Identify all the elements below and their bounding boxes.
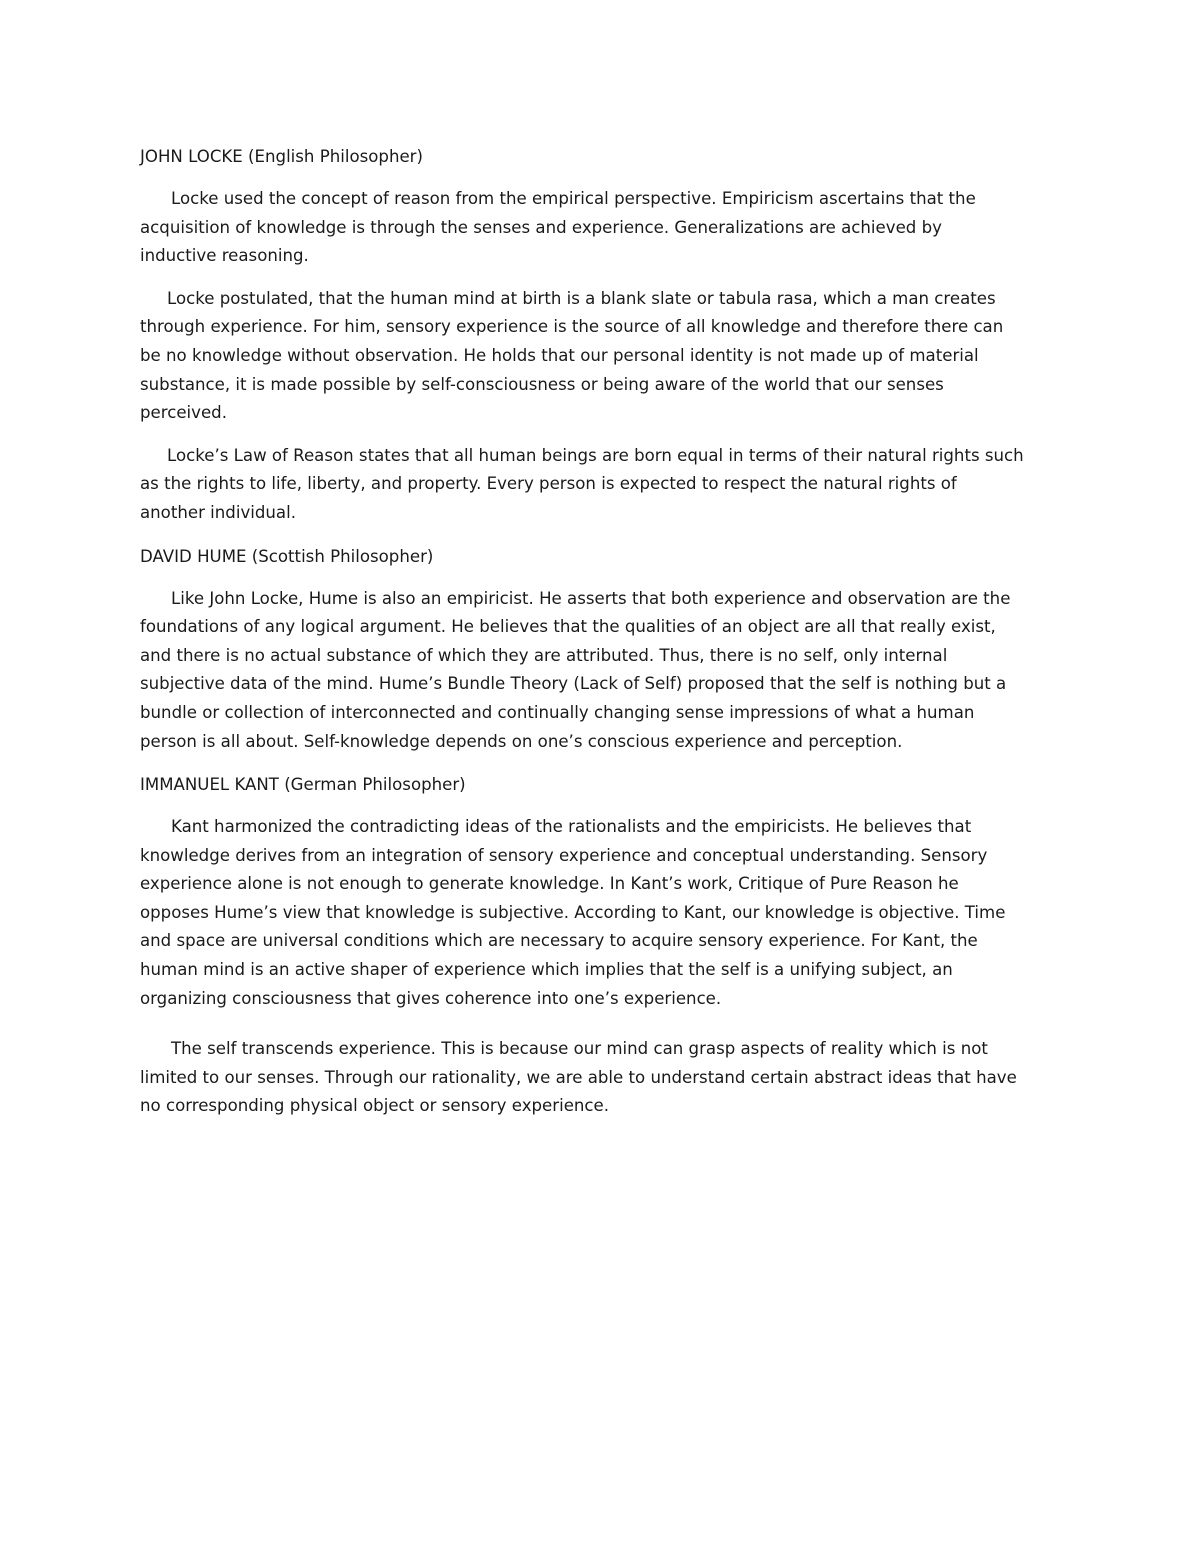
text-line: be no knowledge without observation. He holds that our personal identity is not made up of material [140,345,979,365]
text-line: another individual. [140,502,296,522]
paragraph [140,442,1065,528]
text-line: acquisition of knowledge is through the senses and experience. Generalizations are achieved by [140,217,942,237]
text-line: foundations of any logical argument. He believes that the qualities of an object are all that really exist, [140,617,996,637]
paragraph [140,285,1065,428]
section-immanuel-kant [140,770,1065,1121]
text-line: human mind is an active shaper of experience which implies that the self is a unifying subject, an [140,960,953,980]
section-heading: IMMANUEL KANT (German Philosopher) [140,775,466,795]
text-line: experience alone is not enough to generate knowledge. In Kant’s work, Critique of Pure Reason he [140,874,959,894]
paragraph [140,585,1065,757]
text-line: as the rights to life, liberty, and property. Every person is expected to respect the natural rights of [140,474,957,494]
text-line: Locke used the concept of reason from the empirical perspective. Empiricism ascertains that the [171,189,976,208]
section-heading: DAVID HUME (Scottish Philosopher) [140,546,434,566]
text-line: inductive reasoning. [140,246,309,266]
text-line: Kant harmonized the contradicting ideas of the rationalists and the empiricists. He believes that [171,817,972,837]
paragraph [140,1035,1065,1121]
text-line: Locke postulated, that the human mind at birth is a blank slate or tabula rasa, which a man creates [167,288,996,308]
text-line: and there is no actual substance of which they are attributed. Thus, there is no self, only internal [140,645,948,665]
document-page [140,142,1065,1135]
text-line: The self transcends experience. This is because our mind can grasp aspects of reality which is not [171,1039,988,1059]
text-line: limited to our senses. Through our rationality, we are able to understand certain abstract ideas that have [140,1067,1017,1087]
text-line: Locke’s Law of Reason states that all human beings are born equal in terms of their natural rights such [167,445,1024,465]
text-line: organizing consciousness that gives coherence into one’s experience. [140,988,722,1008]
paragraph [140,813,1065,1013]
section-john-locke [140,142,1065,528]
text-line: and space are universal conditions which are necessary to acquire sensory experience. For Kant, the [140,931,978,951]
text-line: Like John Locke, Hume is also an empiricist. He asserts that both experience and observation are the [171,588,1011,608]
text-line: subjective data of the mind. Hume’s Bundle Theory (Lack of Self) proposed that the self is nothing but a [140,674,1007,694]
text-line: bundle or collection of interconnected and continually changing sense impressions of what a human [140,702,975,722]
text-line: no corresponding physical object or sensory experience. [140,1096,610,1116]
section-david-hume [140,542,1065,757]
section-heading: JOHN LOCKE (English Philosopher) [140,147,423,166]
text-line: through experience. For him, sensory experience is the source of all knowledge and therefore there can [140,317,1004,337]
text-line: person is all about. Self-knowledge depends on one’s conscious experience and perception. [140,731,903,751]
text-line: perceived. [140,403,227,423]
text-line: substance, it is made possible by self-consciousness or being aware of the world that our senses [140,374,944,394]
text-line: opposes Hume’s view that knowledge is subjective. According to Kant, our knowledge is objective. Time [140,902,1006,922]
paragraph [140,185,1065,271]
text-line: knowledge derives from an integration of sensory experience and conceptual understanding. Sensory [140,845,988,865]
